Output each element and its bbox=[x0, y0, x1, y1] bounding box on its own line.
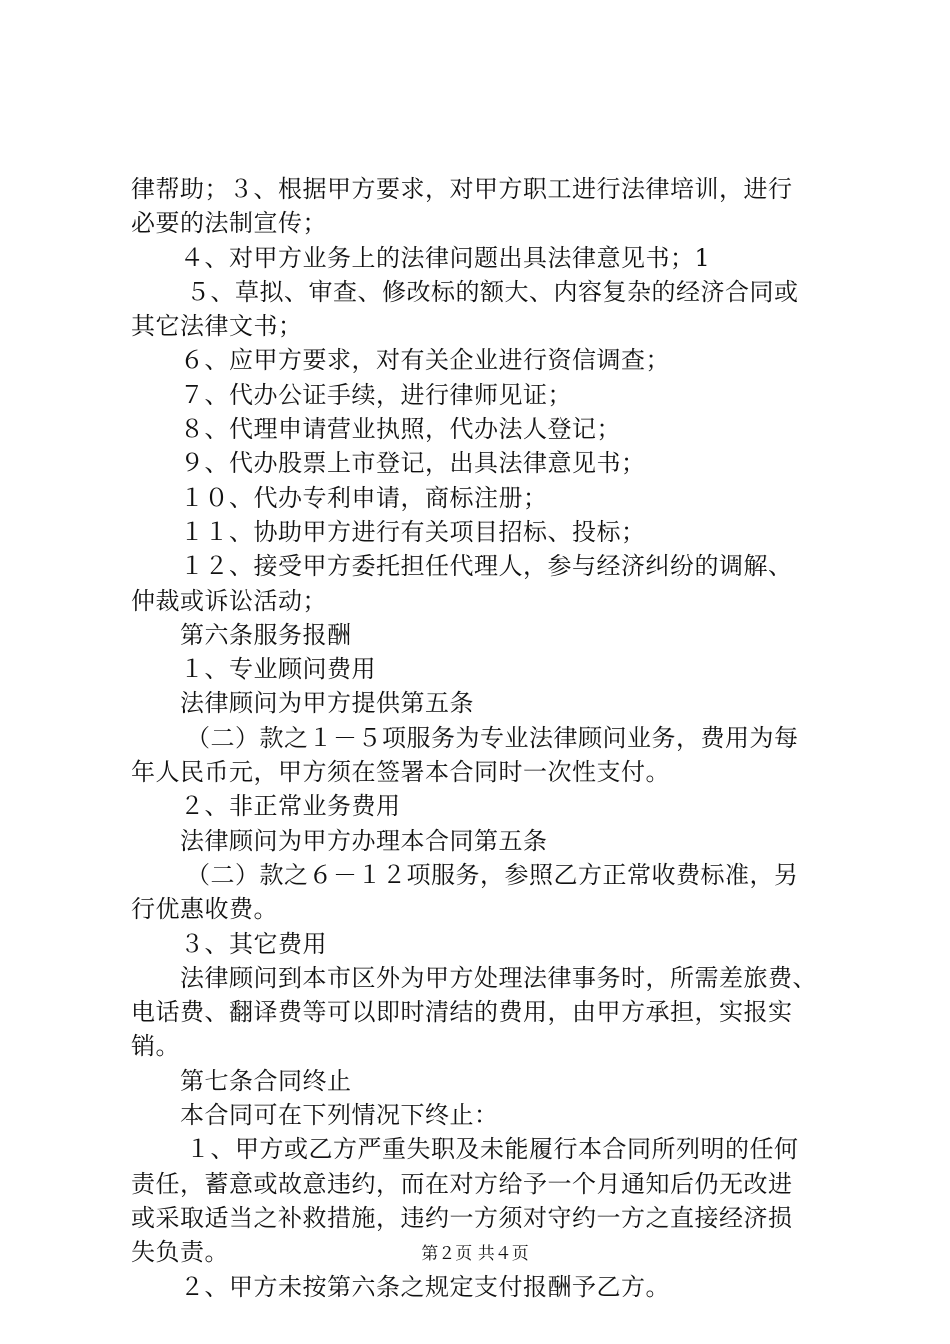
text-line: １、甲方或乙方严重失职及未能履行本合同所列明的任何 bbox=[186, 1135, 799, 1164]
text-line: ７、代办公证手续，进行律师见证； bbox=[180, 380, 572, 409]
text-line: 律帮助；３、根据甲方要求，对甲方职工进行法律培训，进行 bbox=[131, 175, 793, 203]
text-line: 年人民币元，甲方须在签署本合同时一次性支付。 bbox=[131, 758, 670, 787]
section-heading: 第六条服务报酬 bbox=[180, 620, 352, 649]
text-line: ３、其它费用 bbox=[180, 929, 327, 958]
text-line: 法律顾问为甲方办理本合同第五条 bbox=[180, 826, 548, 855]
text-line: １、专业顾问费用 bbox=[180, 655, 376, 684]
text-line: 其它法律文书； bbox=[131, 312, 303, 341]
text-line: 行优惠收费。 bbox=[131, 895, 278, 924]
text-line: ８、代理申请营业执照，代办法人登记； bbox=[180, 415, 621, 444]
text-line: 销。 bbox=[131, 1032, 180, 1061]
text-line: ２、非正常业务费用 bbox=[180, 792, 401, 821]
text-line: ２、甲方未按第六条之规定支付报酬予乙方。 bbox=[180, 1272, 670, 1301]
text-line: ４、对甲方业务上的法律问题出具法律意见书；1 bbox=[180, 243, 711, 272]
text-line: １２、接受甲方委托担任代理人，参与经济纠纷的调解、 bbox=[180, 552, 793, 581]
document-body bbox=[131, 172, 831, 1304]
text-line: 失负责。 bbox=[131, 1238, 229, 1267]
section-heading: 第七条合同终止 bbox=[180, 1066, 352, 1095]
text-line: 仲裁或诉讼活动； bbox=[131, 586, 327, 615]
text-line: 法律顾问为甲方提供第五条 bbox=[180, 689, 474, 718]
text-line: 责任，蓄意或故意违约，而在对方给予一个月通知后仍无改进 bbox=[131, 1169, 793, 1198]
text-line: 电话费、翻译费等可以即时清结的费用，由甲方承担，实报实 bbox=[131, 998, 793, 1027]
text-line: ９、代办股票上市登记，出具法律意见书； bbox=[180, 449, 646, 478]
text-line: 法律顾问到本市区外为甲方处理法律事务时，所需差旅费、 bbox=[180, 963, 817, 992]
text-line: 或采取适当之补救措施，违约一方须对守约一方之直接经济损 bbox=[131, 1203, 793, 1232]
text-line: １０、代办专利申请，商标注册； bbox=[180, 483, 548, 512]
page-number: 第２页 共４页 bbox=[421, 1244, 529, 1264]
text-line: ６、应甲方要求，对有关企业进行资信调查； bbox=[180, 346, 670, 375]
text-line: （二）款之６－１２项服务，参照乙方正常收费标准，另 bbox=[186, 860, 799, 889]
text-line: 必要的法制宣传； bbox=[131, 209, 327, 238]
text-line: １１、协助甲方进行有关项目招标、投标； bbox=[180, 517, 646, 546]
text-line: （二）款之１－５项服务为专业法律顾问业务，费用为每 bbox=[186, 723, 799, 752]
text-line: 本合同可在下列情况下终止： bbox=[180, 1101, 499, 1130]
text-line: ５、草拟、审查、修改标的额大、内容复杂的经济合同或 bbox=[186, 277, 799, 306]
